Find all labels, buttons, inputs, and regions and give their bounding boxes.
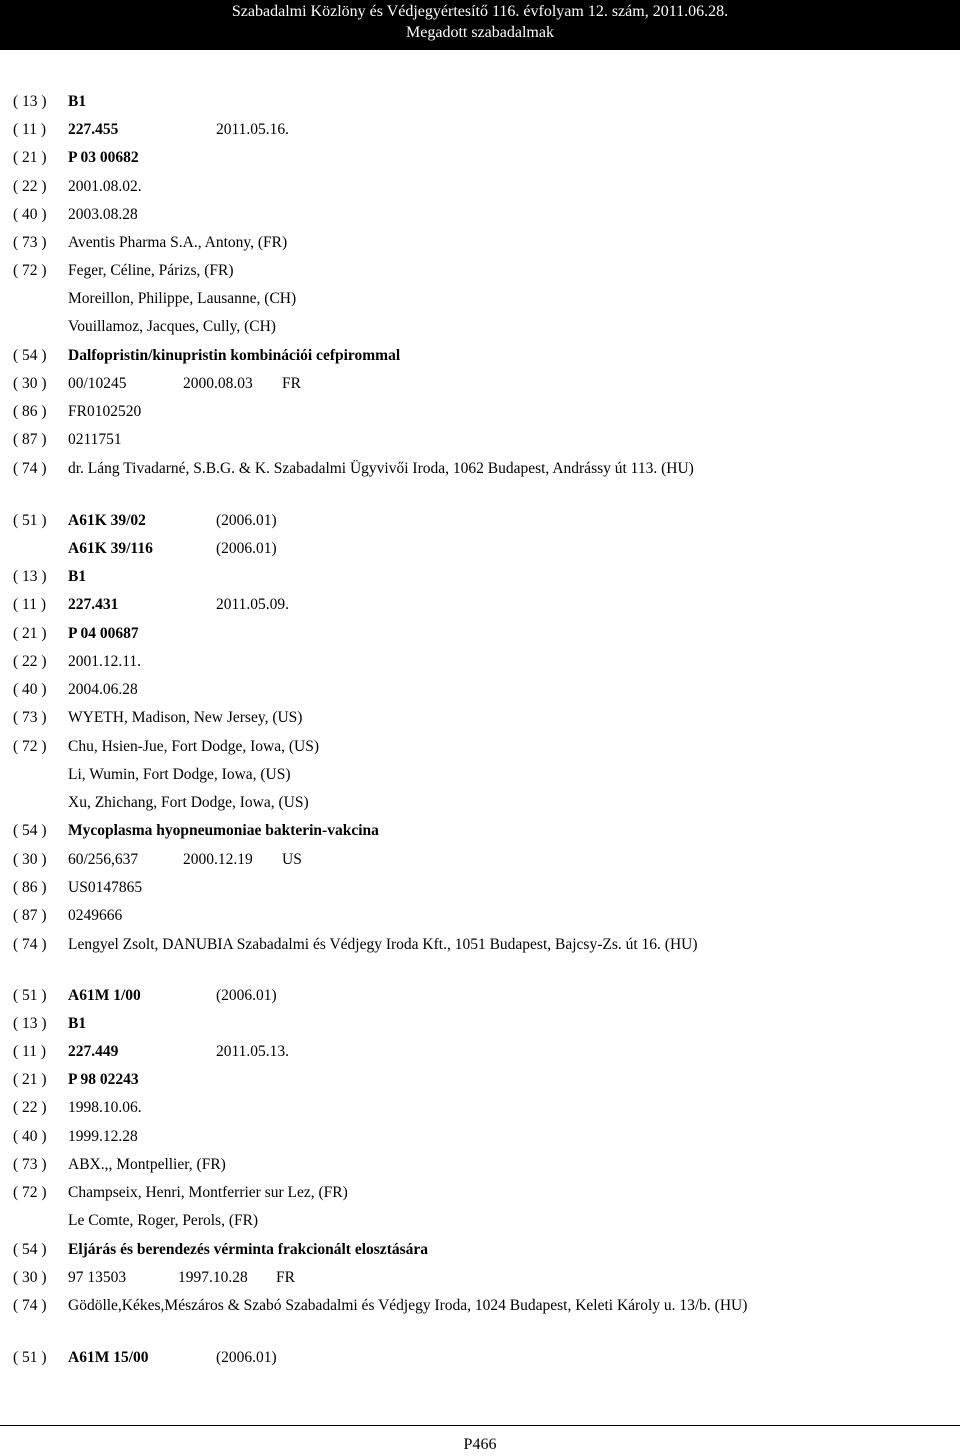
field-value: 2001.08.02. [68,178,142,195]
inid-code: ( 22 ) [13,178,47,195]
journal-title: Szabadalmi Közlöny és Védjegyértesítő 116. évfolyam 12. szám, 2011.06.28. [231,3,729,20]
publication-header [0,0,960,50]
inid-code: ( 21 ) [13,625,47,642]
field-value-secondary: 2011.05.16. [216,121,290,138]
record-row [0,848,960,872]
field-value-secondary: 2000.08.03 [183,375,253,392]
field-value: A61M 1/00 [68,987,141,1004]
inid-code: ( 74 ) [13,460,47,477]
record-row [0,509,960,533]
record-row [0,933,960,957]
field-value: 0211751 [68,431,122,448]
priority-country: US [282,851,302,868]
field-value: 227.455 [68,121,119,138]
field-value: 1999.12.28 [68,1128,138,1145]
inid-code: ( 74 ) [13,936,47,953]
field-value: Lengyel Zsolt, DANUBIA Szabadalmi és Védjegy Iroda Kft., 1051 Budapest, Bajcsy-Zs. út 16. (HU) [68,936,698,953]
field-value: Li, Wumin, Fort Dodge, Iowa, (US) [68,766,291,783]
field-value-secondary: (2006.01) [216,540,277,557]
inid-code: ( 72 ) [13,262,47,279]
inid-code: ( 21 ) [13,1071,47,1088]
field-value-secondary: 2011.05.13. [216,1043,290,1060]
field-value: A61K 39/116 [68,540,153,557]
inid-code: ( 51 ) [13,1349,47,1366]
field-value: A61K 39/02 [68,512,146,529]
inid-code: ( 22 ) [13,1099,47,1116]
inid-code: ( 13 ) [13,93,47,110]
inid-code: ( 30 ) [13,851,47,868]
inid-code: ( 13 ) [13,568,47,585]
page-number: P466 [463,1436,497,1453]
record-row [0,904,960,928]
field-value: Feger, Céline, Párizs, (FR) [68,262,234,279]
record-row [0,315,960,339]
section-title: Megadott szabadalmak [406,24,554,41]
inid-code: ( 11 ) [13,1043,46,1060]
record-row [0,1181,960,1205]
record-row [0,1012,960,1036]
field-value: Le Comte, Roger, Perols, (FR) [68,1212,259,1229]
field-value-secondary: (2006.01) [216,987,277,1004]
record-row [0,1294,960,1318]
inid-code: ( 51 ) [13,512,47,529]
inid-code: ( 87 ) [13,907,47,924]
field-value: Aventis Pharma S.A., Antony, (FR) [68,234,288,251]
page-footer [0,1425,960,1456]
field-value: B1 [68,568,87,585]
field-value-secondary: 2011.05.09. [216,596,290,613]
record-row [0,650,960,674]
field-value-secondary: 1997.10.28 [178,1269,248,1286]
inid-code: ( 74 ) [13,1297,47,1314]
field-value: dr. Láng Tivadarné, S.B.G. & K. Szabadalmi Ügyvivői Iroda, 1062 Budapest, Andrássy út 113. (HU) [68,460,694,477]
record-row [0,622,960,646]
inid-code: ( 54 ) [13,347,47,364]
field-value: 2001.12.11. [68,653,142,670]
record-row [0,1040,960,1064]
inid-code: ( 73 ) [13,1156,47,1173]
field-value-secondary: 2000.12.19 [183,851,253,868]
field-value: Gödölle,Kékes,Mészáros & Szabó Szabadalmi és Védjegy Iroda, 1024 Budapest, Keleti Károly u. 13/b. (HU) [68,1297,748,1314]
field-value-secondary: (2006.01) [216,1349,277,1366]
inid-code: ( 51 ) [13,987,47,1004]
record-row [0,287,960,311]
record-row [0,372,960,396]
inid-code: ( 11 ) [13,121,46,138]
record-row [0,400,960,424]
record-row [0,90,960,114]
inid-code: ( 30 ) [13,1269,47,1286]
record-row [0,457,960,481]
field-value: 227.449 [68,1043,119,1060]
record-row [0,537,960,561]
field-value: P 04 00687 [68,625,139,642]
record-row [0,678,960,702]
field-value-secondary: (2006.01) [216,512,277,529]
inid-code: ( 30 ) [13,375,47,392]
record-row [0,1209,960,1233]
inid-code: ( 73 ) [13,709,47,726]
field-value: Dalfopristin/kinupristin kombinációi cefpirommal [68,347,401,364]
priority-country: FR [276,1269,295,1286]
record-row [0,1238,960,1262]
inid-code: ( 72 ) [13,1184,47,1201]
field-value: 97 13503 [68,1269,127,1286]
field-value: 0249666 [68,907,123,924]
field-value: Chu, Hsien-Jue, Fort Dodge, Iowa, (US) [68,738,319,755]
field-value: ABX.,, Montpellier, (FR) [68,1156,226,1173]
record-row [0,735,960,759]
field-value: Eljárás és berendezés vérminta frakcionált elosztására [68,1241,429,1258]
field-value: 1998.10.06. [68,1099,142,1116]
field-value: B1 [68,93,87,110]
inid-code: ( 87 ) [13,431,47,448]
inid-code: ( 40 ) [13,681,47,698]
field-value: P 03 00682 [68,149,139,166]
record-row [0,1266,960,1290]
record-row [0,706,960,730]
field-value: 2003.08.28 [68,206,138,223]
field-value: Moreillon, Philippe, Lausanne, (CH) [68,290,297,307]
record-row [0,231,960,255]
record-row [0,259,960,283]
field-value: 2004.06.28 [68,681,138,698]
record-row [0,175,960,199]
inid-code: ( 86 ) [13,879,47,896]
priority-country: FR [282,375,301,392]
record-row [0,1125,960,1149]
inid-code: ( 40 ) [13,206,47,223]
record-row [0,1096,960,1120]
record-row [0,203,960,227]
inid-code: ( 86 ) [13,403,47,420]
field-value: A61M 15/00 [68,1349,149,1366]
record-row [0,593,960,617]
field-value: FR0102520 [68,403,142,420]
record-row [0,791,960,815]
inid-code: ( 11 ) [13,596,46,613]
record-row [0,819,960,843]
record-row [0,1153,960,1177]
field-value: Champseix, Henri, Montferrier sur Lez, (FR) [68,1184,348,1201]
field-value: Mycoplasma hyopneumoniae bakterin-vakcina [68,822,379,839]
inid-code: ( 54 ) [13,822,47,839]
field-value: Vouillamoz, Jacques, Cully, (CH) [68,318,276,335]
record-row [0,428,960,452]
field-value: WYETH, Madison, New Jersey, (US) [68,709,303,726]
field-value: 60/256,637 [68,851,139,868]
record-row [0,1346,960,1370]
field-value: P 98 02243 [68,1071,139,1088]
inid-code: ( 22 ) [13,653,47,670]
field-value: US0147865 [68,879,143,896]
record-row [0,763,960,787]
inid-code: ( 54 ) [13,1241,47,1258]
inid-code: ( 40 ) [13,1128,47,1145]
field-value: B1 [68,1015,87,1032]
record-row [0,565,960,589]
field-value: Xu, Zhichang, Fort Dodge, Iowa, (US) [68,794,309,811]
field-value: 00/10245 [68,375,127,392]
record-row [0,146,960,170]
inid-code: ( 73 ) [13,234,47,251]
inid-code: ( 13 ) [13,1015,47,1032]
record-row [0,118,960,142]
inid-code: ( 72 ) [13,738,47,755]
record-row [0,344,960,368]
field-value: 227.431 [68,596,119,613]
record-row [0,984,960,1008]
inid-code: ( 21 ) [13,149,47,166]
record-row [0,876,960,900]
record-row [0,1068,960,1092]
